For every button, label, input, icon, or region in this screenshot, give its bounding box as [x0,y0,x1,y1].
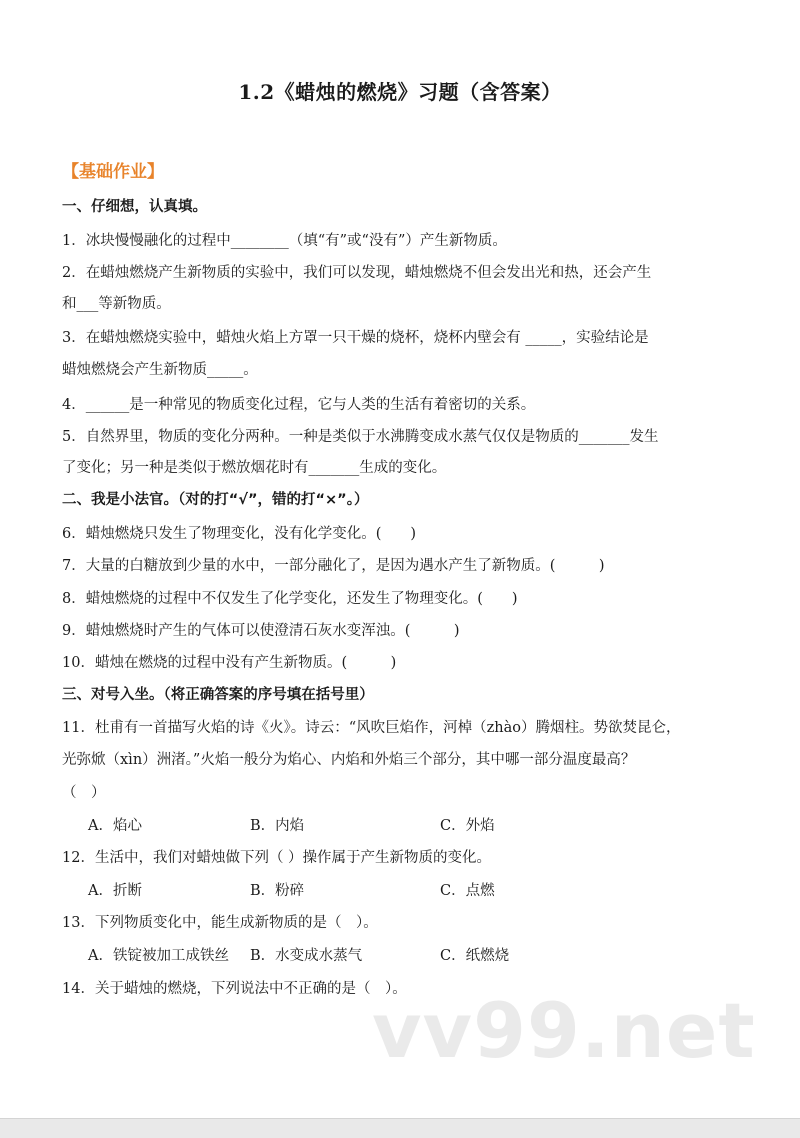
question-line: 10．蜡烛在燃烧的过程中没有产生新物质。( ) [62,655,397,671]
question-line: 了变化；另一种是类似于燃放烟花时有_______生成的变化。 [62,460,447,476]
document-title: 1.2《蜡烛的燃烧》习题（含答案） [238,80,562,104]
option-c: C．外焰 [440,818,495,834]
option-b: B．粉碎 [250,883,305,899]
question-line: 6．蜡烛燃烧只发生了物理变化，没有化学变化。( ) [62,526,417,542]
question-line: 3．在蜡烛燃烧实验中，蜡烛火焰上方罩一只干燥的烧杯，烧杯内壁会有 _____，实验结论是 [62,330,649,346]
question-line: 8．蜡烛燃烧的过程中不仅发生了化学变化，还发生了物理变化。( ) [62,591,518,607]
page-bottom-edge [0,1118,800,1138]
question-line: 4．______是一种常见的物质变化过程，它与人类的生活有着密切的关系。 [62,397,536,413]
option-a: A．折断 [88,883,142,899]
section-header-basic: 【基础作业】 [62,162,164,182]
option-a: A．焰心 [88,818,142,834]
question-line: 2．在蜡烛燃烧产生新物质的实验中，我们可以发现，蜡烛燃烧不但会发出光和热，还会产生 [62,265,652,281]
part2-heading: 二、我是小法官。（对的打“√”，错的打“×”。） [62,492,369,508]
question-line: 蜡烛燃烧会产生新物质_____。 [62,362,258,378]
question-line: 14．关于蜡烛的燃烧，下列说法中不正确的是（ ）。 [62,981,407,997]
option-c: C．纸燃烧 [440,948,510,964]
question-line: 9．蜡烛燃烧时产生的气体可以使澄清石灰水变浑浊。( ) [62,623,460,639]
option-a: A．铁锭被加工成铁丝 [88,948,229,964]
question-line: 11．杜甫有一首描写火焰的诗《火》。诗云：“风吹巨焰作，河棹（zhào）腾烟柱。势欲焚昆仑， [62,720,681,736]
option-b: B．内焰 [250,818,305,834]
watermark: vv99.net [372,986,756,1075]
question-line: 7．大量的白糖放到少量的水中，一部分融化了，是因为遇水产生了新物质。( ) [62,558,605,574]
question-line: 12．生活中，我们对蜡烛做下列（ ）操作属于产生新物质的变化。 [62,850,492,866]
part1-heading: 一、仔细想，认真填。 [62,199,207,215]
option-c: C．点燃 [440,883,495,899]
question-line: 1．冰块慢慢融化的过程中________（填“有”或“没有”）产生新物质。 [62,233,507,249]
part3-heading: 三、对号入坐。（将正确答案的序号填在括号里） [62,687,374,703]
question-line: 光弥焮（xìn）洲渚。”火焰一般分为焰心、内焰和外焰三个部分，其中哪一部分温度最高？ [62,752,636,768]
question-line: 13．下列物质变化中，能生成新物质的是（ ）。 [62,915,378,931]
option-b: B．水变成水蒸气 [250,948,363,964]
question-line: 和___等新物质。 [62,296,171,312]
question-line: （ ） [62,785,106,801]
question-line: 5．自然界里，物质的变化分两种。一种是类似于水沸腾变成水蒸气仅仅是物质的_______发生 [62,429,659,445]
